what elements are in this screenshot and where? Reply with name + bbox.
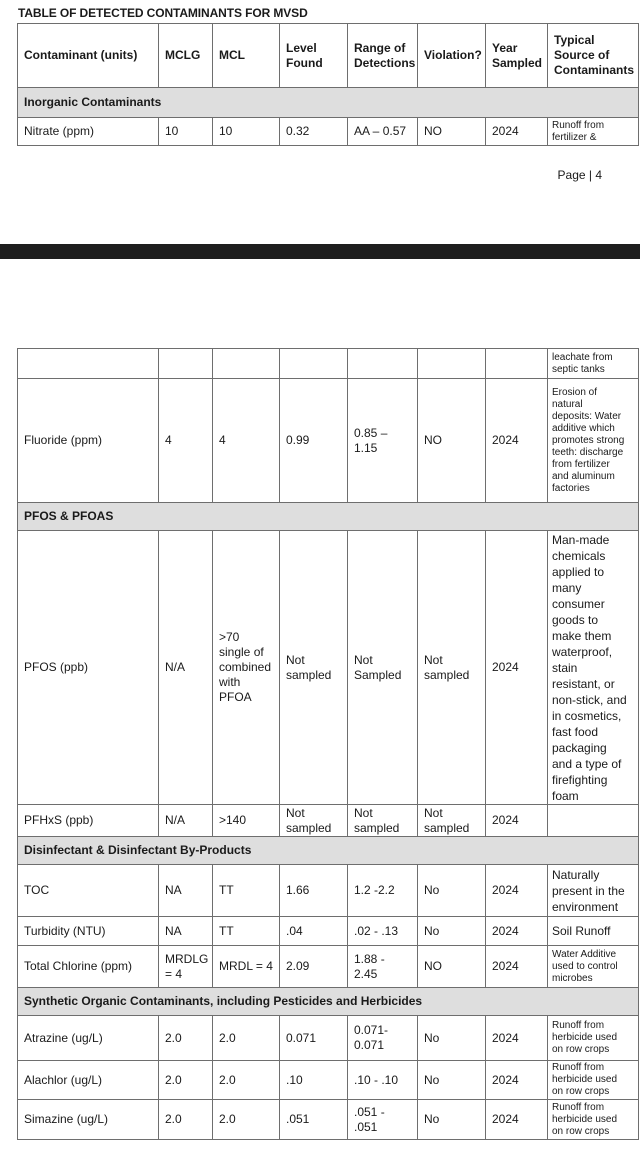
table-cell: Not sampled	[418, 531, 486, 805]
header-row	[18, 24, 639, 88]
table-cell	[18, 349, 159, 379]
table-cell: .10 - .10	[348, 1061, 418, 1100]
table-cell: .02 - .13	[348, 917, 418, 946]
table-row	[18, 946, 639, 988]
table-cell: NA	[159, 865, 213, 917]
table-cell: 2024	[486, 917, 548, 946]
table-cell: .10	[280, 1061, 348, 1100]
section-label: Synthetic Organic Contaminants, including Pesticides and Herbicides	[18, 988, 639, 1016]
table-cell: 2.0	[159, 1016, 213, 1061]
table-cell: 2.0	[213, 1100, 280, 1140]
table-cell: No	[418, 1100, 486, 1140]
table-cell: .04	[280, 917, 348, 946]
table-cell: Naturally present in the environment	[548, 865, 639, 917]
header-cell: Range of Detections	[348, 24, 418, 88]
table-cell: 10	[159, 118, 213, 146]
table-cell: Atrazine (ug/L)	[18, 1016, 159, 1061]
table-cell: NA	[159, 917, 213, 946]
table-cell: N/A	[159, 531, 213, 805]
contaminants-table-page-4	[17, 23, 639, 146]
table-cell: Not sampled	[280, 531, 348, 805]
table-row	[18, 1100, 639, 1140]
table-cell: 2.0	[213, 1016, 280, 1061]
table-cell: 2024	[486, 1016, 548, 1061]
table-cell: >140	[213, 805, 280, 837]
table-cell: Alachlor (ug/L)	[18, 1061, 159, 1100]
table-row	[18, 1016, 639, 1061]
table-cell: 2.09	[280, 946, 348, 988]
table-cell: 4	[213, 379, 280, 503]
table-cell: Not sampled	[418, 805, 486, 837]
table-cell: Runoff from fertilizer &	[548, 118, 639, 146]
table-cell: No	[418, 865, 486, 917]
table-row	[18, 118, 639, 146]
table-cell: Total Chlorine (ppm)	[18, 946, 159, 988]
table-cell: MRDL = 4	[213, 946, 280, 988]
table-cell: Turbidity (NTU)	[18, 917, 159, 946]
table-cell	[486, 349, 548, 379]
table-cell: Soil Runoff	[548, 917, 639, 946]
table-cell: 0.85 – 1.15	[348, 379, 418, 503]
table-cell: 1.66	[280, 865, 348, 917]
table-cell: 2.0	[159, 1061, 213, 1100]
table-row	[18, 349, 639, 379]
table-cell: 2024	[486, 1061, 548, 1100]
table-title: TABLE OF DETECTED CONTAMINANTS FOR MVSD	[18, 6, 308, 20]
table-cell: Erosion of natural deposits: Water additive which promotes strong teeth: discharge from fertilizer and aluminum factories	[548, 379, 639, 503]
table-cell	[548, 805, 639, 837]
contaminants-table-continued	[17, 348, 639, 1140]
table-cell: 2024	[486, 805, 548, 837]
table-cell: 2024	[486, 118, 548, 146]
table-cell: Nitrate (ppm)	[18, 118, 159, 146]
header-cell: Violation?	[418, 24, 486, 88]
table-cell: 0.99	[280, 379, 348, 503]
table-cell: 0.071- 0.071	[348, 1016, 418, 1061]
table-cell: Fluoride (ppm)	[18, 379, 159, 503]
table-row	[18, 865, 639, 917]
table-row	[18, 531, 639, 805]
header-cell: Contaminant (units)	[18, 24, 159, 88]
table-cell: 2024	[486, 865, 548, 917]
table-cell: No	[418, 1061, 486, 1100]
table-cell: MRDLG = 4	[159, 946, 213, 988]
table-cell: 0.32	[280, 118, 348, 146]
header-cell: Level Found	[280, 24, 348, 88]
table-cell: NO	[418, 946, 486, 988]
section-row	[18, 988, 639, 1016]
section-label: Inorganic Contaminants	[18, 88, 639, 118]
section-label: Disinfectant & Disinfectant By-Products	[18, 837, 639, 865]
section-row	[18, 837, 639, 865]
table-row	[18, 1061, 639, 1100]
table-cell: Man-made chemicals applied to many consumer goods to make them waterproof, stain resistant, or non-stick, and in cosmetics, fast food packaging and a type of firefighting foam	[548, 531, 639, 805]
table-row	[18, 805, 639, 837]
table-cell: Runoff from herbicide used on row crops	[548, 1100, 639, 1140]
table-cell: 2.0	[159, 1100, 213, 1140]
table-cell: 1.2 -2.2	[348, 865, 418, 917]
table-cell: TT	[213, 917, 280, 946]
table-cell: TT	[213, 865, 280, 917]
table-cell: 10	[213, 118, 280, 146]
header-cell: MCL	[213, 24, 280, 88]
section-label: PFOS & PFOAS	[18, 503, 639, 531]
header-cell: Typical Source of Contaminants	[548, 24, 639, 88]
table-cell: NO	[418, 379, 486, 503]
table-cell: Not sampled	[280, 805, 348, 837]
table-cell: 0.071	[280, 1016, 348, 1061]
table-cell: 2024	[486, 531, 548, 805]
table-row	[18, 379, 639, 503]
table-cell: .051 - .051	[348, 1100, 418, 1140]
table-cell: Not Sampled	[348, 531, 418, 805]
table-cell: PFOS (ppb)	[18, 531, 159, 805]
section-row	[18, 88, 639, 118]
table-cell	[213, 349, 280, 379]
table-cell: 2.0	[213, 1061, 280, 1100]
table-cell: Runoff from herbicide used on row crops	[548, 1061, 639, 1100]
table-cell	[418, 349, 486, 379]
table-cell: PFHxS (ppb)	[18, 805, 159, 837]
page-number: Page | 4	[557, 168, 602, 182]
table-cell: leachate from septic tanks	[548, 349, 639, 379]
table-cell: 4	[159, 379, 213, 503]
table-cell: Simazine (ug/L)	[18, 1100, 159, 1140]
table-row	[18, 917, 639, 946]
table-cell	[280, 349, 348, 379]
table-cell: 2024	[486, 379, 548, 503]
table-cell: 2024	[486, 1100, 548, 1140]
header-cell: MCLG	[159, 24, 213, 88]
table-cell: Runoff from herbicide used on row crops	[548, 1016, 639, 1061]
table-cell	[159, 349, 213, 379]
table-cell: N/A	[159, 805, 213, 837]
section-row	[18, 503, 639, 531]
table-cell: .051	[280, 1100, 348, 1140]
table-cell: TOC	[18, 865, 159, 917]
table-cell: No	[418, 1016, 486, 1061]
table-cell: Water Additive used to control microbes	[548, 946, 639, 988]
table-cell: >70 single of combined with PFOA	[213, 531, 280, 805]
header-cell: Year Sampled	[486, 24, 548, 88]
table-cell: AA – 0.57	[348, 118, 418, 146]
table-cell	[348, 349, 418, 379]
table-cell: 2024	[486, 946, 548, 988]
table-cell: NO	[418, 118, 486, 146]
table-cell: 1.88 - 2.45	[348, 946, 418, 988]
page-divider	[0, 244, 640, 259]
table-cell: No	[418, 917, 486, 946]
table-cell: Not sampled	[348, 805, 418, 837]
